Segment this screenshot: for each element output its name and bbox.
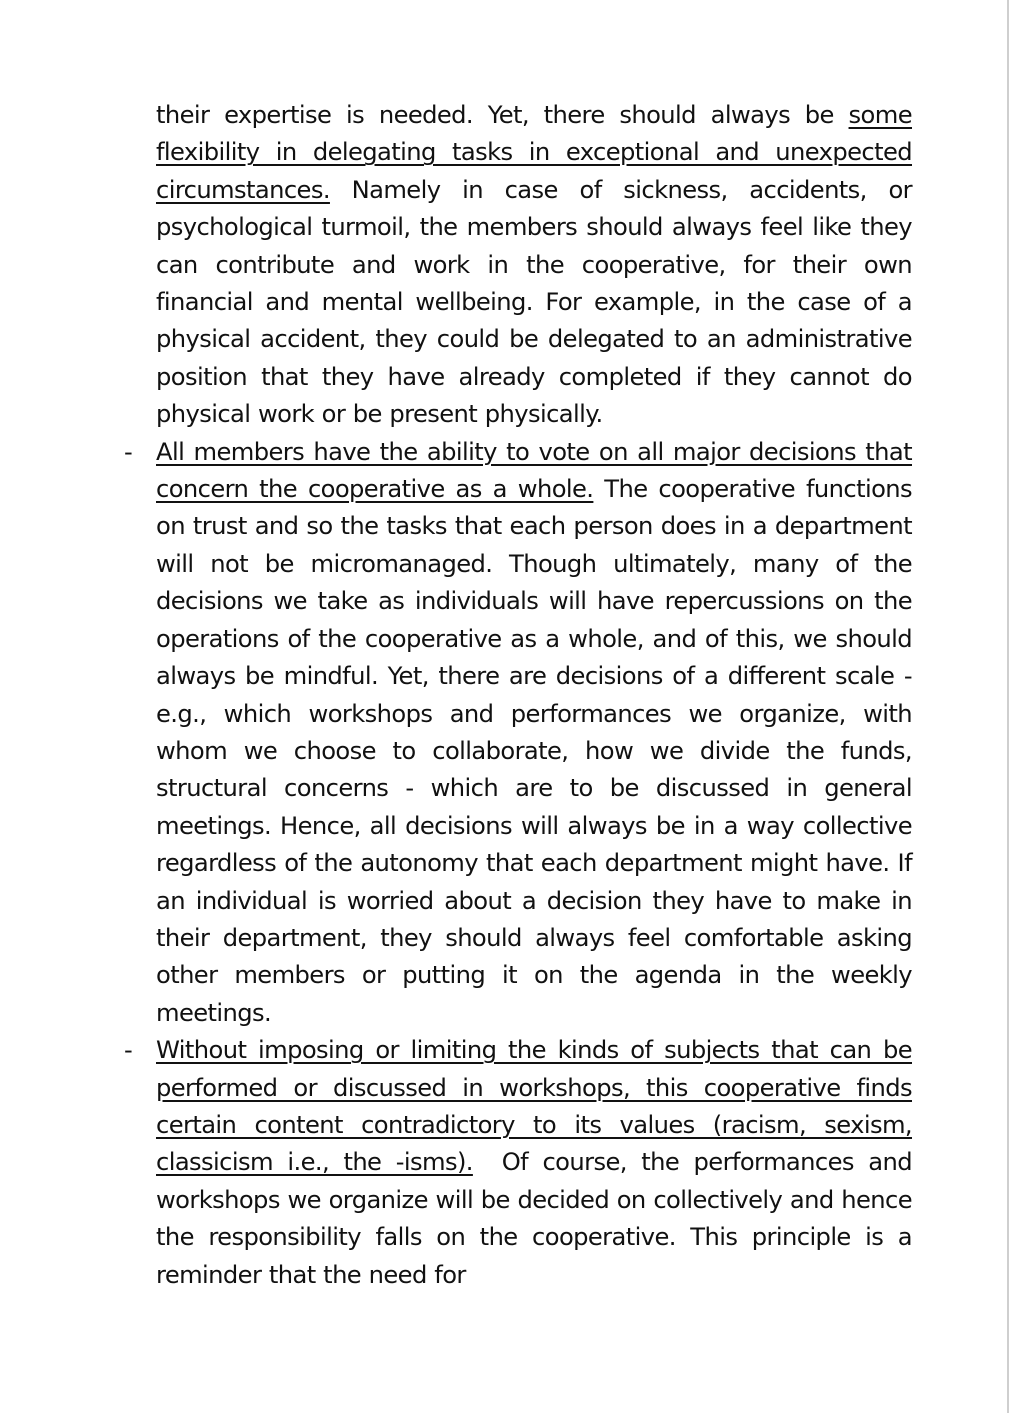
paragraph-continuation [156, 97, 912, 434]
bullet-marker: - [124, 1036, 133, 1065]
bullet-text-voting: The cooperative functions on trust and so the tasks that each person does in a department will not be micromanaged. Though ultimately, many of the decisions we take as individuals will have repercussions on the operations of the cooperative as a whole, and of this, we should always be mindful. Yet, there are decisions of a different scale - e.g., which workshops and performances we organize, with whom we choose to collaborate, how we divide the funds, structural concerns - which are to be discussed in general meetings. Hence, all decisions will always be in a way collective regardless of the autonomy that each department might have. If an individual is worried about a decision they have to make in their department, they should always feel comfortable asking other members or putting it on the agenda in the weekly meetings. [156, 475, 912, 1027]
document-body [124, 97, 920, 1294]
bullet-item-voting [124, 434, 912, 1033]
underlined-principle-content: Without imposing or limiting the kinds of subjects that can be performed or discussed in workshops, this cooperative finds certain content contradictory to its values (racism, sexism, classicism i.e., the -isms). [156, 1036, 912, 1177]
bullet-marker: - [124, 437, 133, 466]
paragraph-text-end: Namely in case of sickness, accidents, or psychological turmoil, the members should always feel like they can contribute and work in the cooperative, for their own financial and mental wellbeing. For example, in the case of a physical accident, they could be delegated to an administrative position that they have already completed if they cannot do physical work or be present physically. [156, 175, 912, 429]
underlined-principle-voting: All members have the ability to vote on all major decisions that concern the cooperative as a whole. [156, 437, 912, 504]
underlined-principle-flexibility: some flexibility in delegating tasks in exceptional and unexpected circumstances. [156, 101, 912, 204]
bullet-text-content: Of course, the performances and workshops we organize will be decided on collectively and hence the responsibility falls on the cooperative. This principle is a reminder that the need for [156, 1148, 920, 1289]
paragraph-text-start: their expertise is needed. Yet, there should always be [156, 101, 849, 129]
bullet-item-content-values [124, 1032, 920, 1294]
